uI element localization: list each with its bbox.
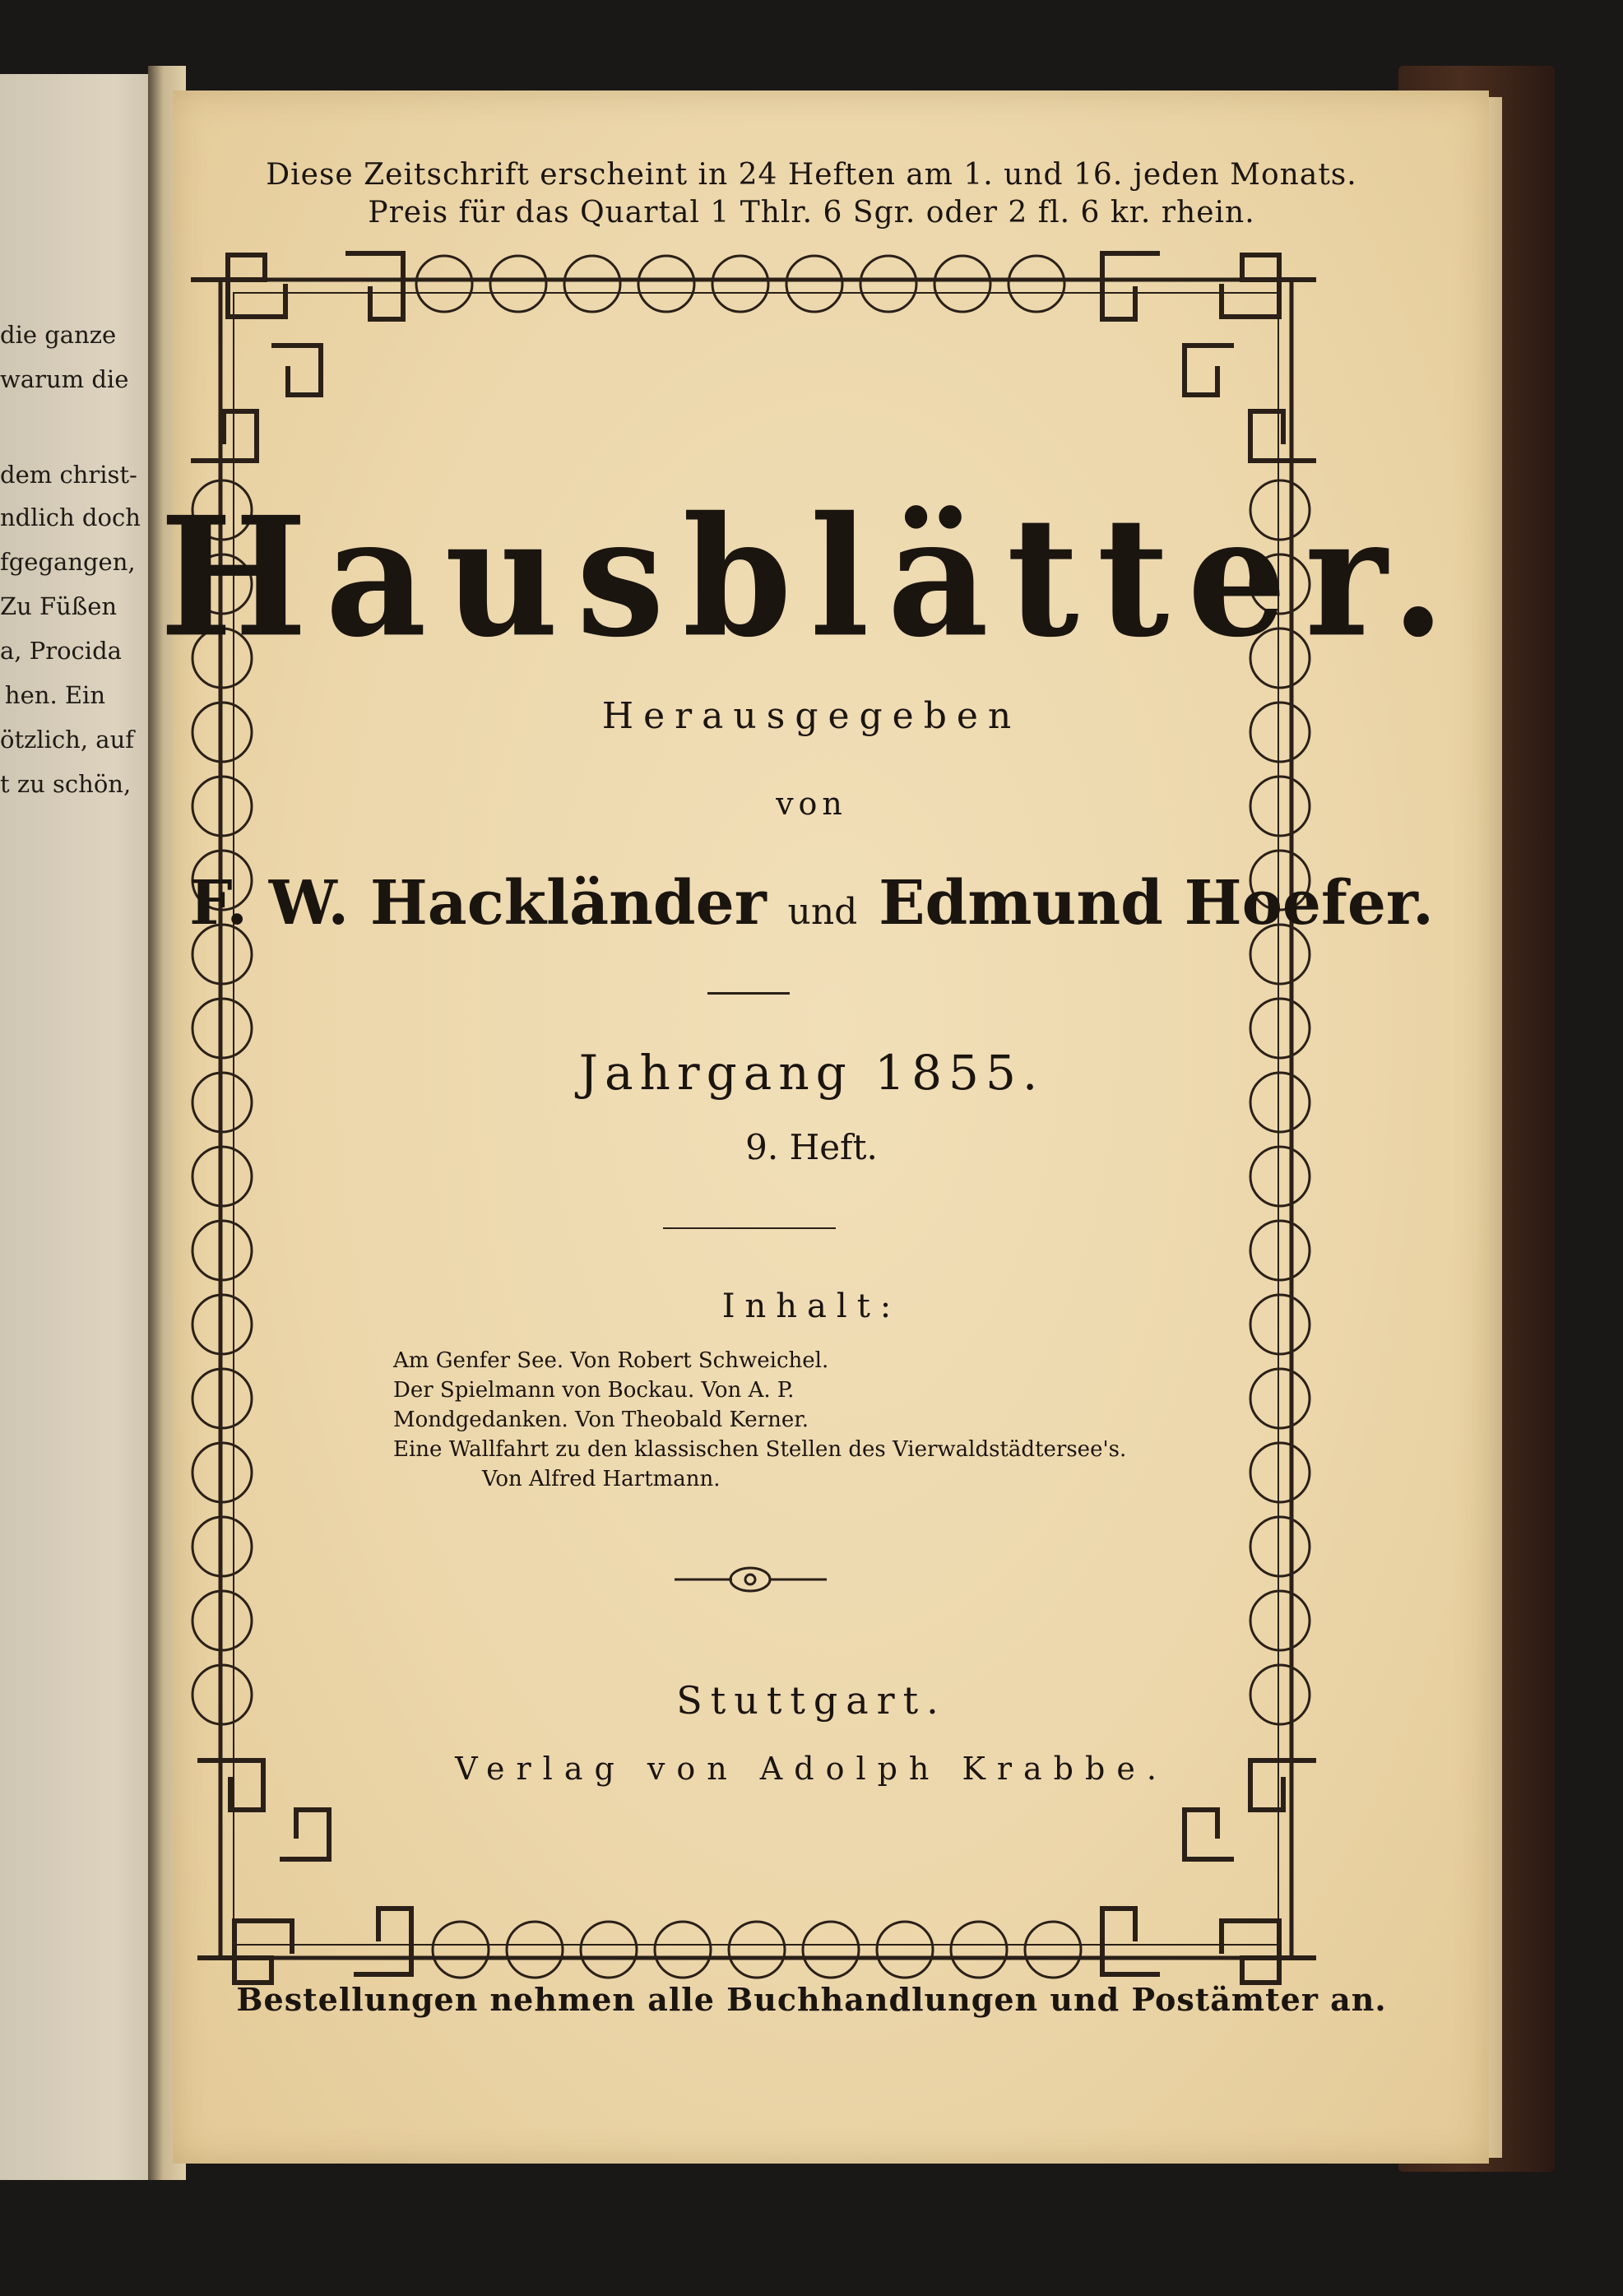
imprint-city: Stuttgart. [676,1678,947,1723]
left-page-line: Zu Füßen [0,592,118,620]
corner-ornament-bottom-right [1102,1760,1316,1983]
left-page-line: a, Procida [0,637,122,665]
left-page-line: t zu schön, [0,770,132,798]
vignette-ornament [675,1568,827,1591]
corner-ornament-bottom-left [197,1760,411,1983]
corner-ornament-top-right [1102,253,1316,461]
left-page-line: warum die [0,365,129,393]
editors-line [0,868,1623,939]
imprint-publisher: Verlag von Adolph Krabbe. [455,1751,1168,1787]
magazine-title: Hausblätter. [159,480,1464,674]
corner-ornament-top-left [191,253,403,461]
table-of-contents [393,1346,1216,1494]
contents-item: Der Spielmann von Bockau. Von A. P. [393,1378,795,1403]
divider-rule-1 [707,992,790,995]
contents-item: Mondgedanken. Von Theobald Kerner. [393,1408,809,1432]
volume-year: Jahrgang 1855. [578,1045,1045,1101]
scroll-ornament-row-bottom [433,1922,1081,1978]
left-page-line: dem christ- [0,461,137,489]
by-label: von [776,786,847,822]
editor-first: F. W. Hackländer [189,868,767,939]
edited-by-label: Herausgegeben [601,695,1022,737]
left-page-line: fgegangen, [0,548,136,576]
contents-item: Am Genfer See. Von Robert Schweichel. [393,1348,829,1373]
editor-second: Edmund Hoefer. [879,868,1434,939]
ordering-notice: Bestellungen nehmen alle Buchhandlungen und Postämter an. [236,1981,1387,2018]
contents-heading: Inhalt: [721,1287,902,1325]
left-page-line: hen. Ein [4,681,105,709]
left-page-line: ötzlich, auf [0,726,134,754]
left-page-line: ndlich doch [0,503,141,531]
contents-item-author: Von Alfred Hartmann. [482,1467,721,1491]
left-page-line: die ganze [0,321,117,349]
contents-item: Eine Wallfahrt zu den klassischen Stellen des Vierwaldstädtersee's. [393,1437,1127,1462]
editor-conjunction: und [787,891,858,933]
publication-notice-line-1: Diese Zeitschrift erscheint in 24 Heften am 1. und 16. jeden Monats. [266,158,1357,192]
issue-number: 9. Heft. [745,1127,878,1167]
divider-rule-2 [663,1227,836,1229]
scroll-ornament-row-top [416,256,1064,312]
publication-notice-line-2: Preis für das Quartal 1 Thlr. 6 Sgr. oder 2 fl. 6 kr. rhein. [368,196,1255,230]
